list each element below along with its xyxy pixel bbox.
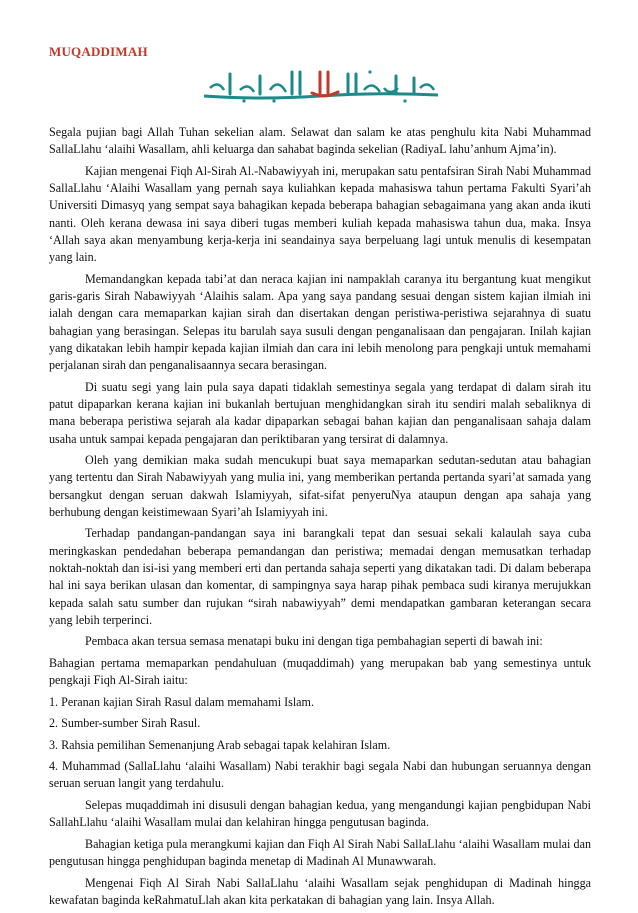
paragraph: Di suatu segi yang lain pula saya dapati tidaklah semestinya segala yang terdapat di dalam sirah itu patut dipaparkan kerana kajian ini bukanlah bertujuan menghidangkan sirah itu sendiri malah sebaliknya di mana beberapa peristiwa sejarah ala kadar dipaparkan sebagai bahan kajian dan penganalisaan sahaja dalam usaha untuk sampai kepada pengajaran dan periktibaran yang tersirat di dalamnya. [49,379,591,446]
paragraph: Bahagian pertama memaparkan pendahuluan (muqaddimah) yang merupakan bab yang semestinya untuk pengkaji Fiqh Al-Sirah iaitu: [49,655,591,688]
list-item: 3. Rahsia pemilihan Semenanjung Arab sebagai tapak kelahiran Islam. [49,737,391,752]
paragraph: Pembaca akan tersua semasa menatapi buku ini dengan tiga pembahagian seperti di bawah ini: [85,634,543,649]
page-heading: MUQADDIMAH [49,44,148,59]
paragraph: Mengenai Fiqh Al Sirah Nabi SallaLlahu ‘alaihi Wasallam sejak penghidupan di Madinah hingga kewafatan baginda keRahmatuLlah akan kita perkatakan di bahagian yang lain. Insya Allah. [49,875,591,907]
paragraph: Selepas muqaddimah ini disusuli dengan bahagian kedua, yang mengandungi kajian pengbidupan Nabi SallahLlahu ‘alaihi Wasallam mulai dan kelahiran hingga pengutusan baginda. [49,797,591,830]
paragraph: Segala pujian bagi Allah Tuhan sekelian alam. Selawat dan salam ke atas penghulu kita Nabi Muhammad SallaLlahu ‘alaihi Wasallam, ahli keluarga dan sahabat baginda sekelian (RadiyaL lahu’anhum Ajma’in). [49,125,591,157]
document-body [49,124,591,913]
paragraph: Oleh yang demikian maka sudah mencukupi buat saya memaparkan sedutan-sedutan atau bahagian yang tertentu dan Sirah Nabawiyyah yang mulia ini, yang memberikan pertanda pertanda syari’at samada yang bersangkut dengan seruan dakwah Islamiyyah, sifat-sifat penyeruNya ataupun dengan apa sahaja yang berhubung dengan keistimewaan Syari’ah Islamiyyah ini. [49,453,591,519]
paragraph: Memandangkan kepada tabi’at dan neraca kajian ini nampaklah caranya itu bergantung kuat mengikut garis-garis Sirah Nabawiyyah ‘Alaihis salam. Apa yang saya pandang sesuai dengan sistem kajian ilmiah ini ialah dengan cara memaparkan kajian sirah dan disertakan dengan peristiwa-peristiwa sejarahnya di suatu bahagian yang berasingan. Selepas itu barulah saya susuli dengan penganalisaan dan pengajaran. Inilah kajian yang dikatakan lebih hampir kepada kajian ilmiah dan cara ini lebih menolong para pengkaji untuk memahami perjalanan sirah dan penganalisaannya secara berasingan. [49,271,591,373]
paragraph: Kajian mengenai Fiqh Al-Sirah Al.-Nabawiyyah ini, merupakan satu pentafsiran Sirah Nabi Muhammad SallaLlahu ‘Alaihi Wasallam yang pernah saya kuliahkan kepada mahasiswa tahun pertama Fakulti Syari’ah Universiti Dimasyq yang sempat saya bahagikan kepada beberapa bahagian sebagaimana yang akan anda ikuti nanti. Oleh kerana dewasa ini saya diberi tugas memberi kuliah kepada mahasiswa tahun dua, maka. Insya ‘Allah saya akan menyambung kerja-kerja ini seandainya saya berpeluang lagi untuk menulis di kesempatan yang lain. [49,163,591,265]
list-item: 4. Muhammad (SallaLlahu ‘alaihi Wasallam) Nabi terakhir bagi segala Nabi dan hubungan seruannya dengan seruan seruan langit yang terdahulu. [49,759,591,791]
list-item: 2. Sumber-sumber Sirah Rasul. [49,716,201,731]
bismillah-calligraphy-image [200,66,444,104]
list-item: 1. Peranan kajian Sirah Rasul dalam memahami Islam. [49,694,314,709]
paragraph: Bahagian ketiga pula merangkumi kajian dan Fiqh Al Sirah Nabi SallaLlahu ‘alaihi Wasallam mulai dan pengutusan hingga penghidupan baginda menetap di Madinah Al Munawwarah. [49,836,591,869]
paragraph: Terhadap pandangan-pandangan saya ini barangkali tepat dan sesuai sekali kalaulah saya cuba meringkaskan pendedahan beberapa pemandangan dan peristiwa; memadai dengan memusatkan terhadap noktah-noktah dan isi-isi yang memberi erti dan pertanda sahaja seperti yang dikatakan tadi. Di dalam beberapa hal ini saya berikan ulasan dan komentar, di sampingnya saya harap pihak pembaca sudi kiranya merujukkan kepada salah satu sumber dan rujukan “sirah nabawiyyah” demi mendapatkan gambaran keterangan secara yang lebih terperinci. [49,526,591,627]
